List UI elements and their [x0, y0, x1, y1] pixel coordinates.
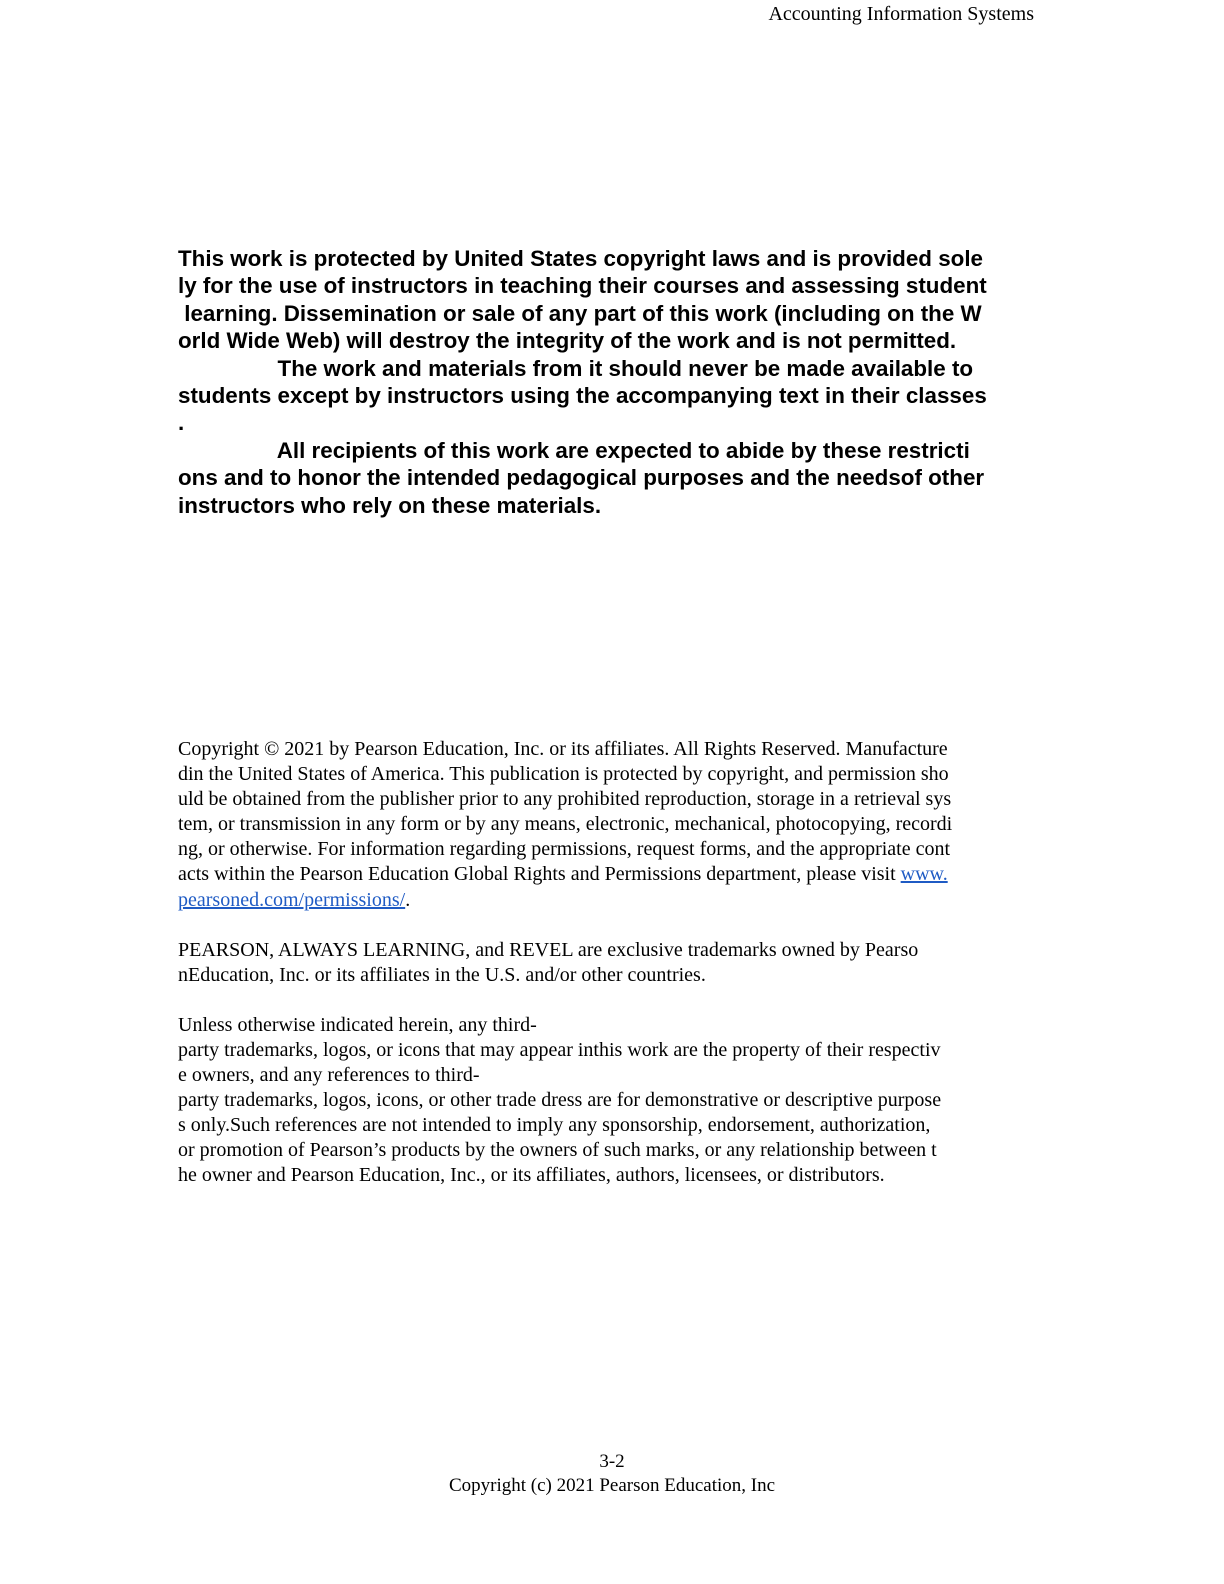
- paragraph-line: PEARSON, ALWAYS LEARNING, and REVEL are exclusive trademarks owned by Pearso: [178, 938, 919, 961]
- page-footer: [0, 1450, 1224, 1498]
- page-number: 3-2: [599, 1451, 625, 1472]
- notice-line: ly for the use of instructors in teaching their courses and assessing student: [178, 273, 987, 299]
- notice-line: students except by instructors using the accompanying text in their classes: [178, 383, 987, 409]
- notice-line: This work is protected by United States copyright laws and is provided sole: [178, 246, 983, 271]
- paragraph-line: he owner and Pearson Education, Inc., or its affiliates, authors, licensees, or distributors.: [178, 1164, 885, 1187]
- paragraph-text: acts within the Pearson Education Global Rights and Permissions department, please visit: [178, 863, 901, 886]
- notice-line: learning. Dissemination or sale of any part of this work (including on the W: [178, 300, 982, 326]
- notice-line: ons and to honor the intended pedagogical purposes and the needsof other: [178, 465, 985, 491]
- paragraph-line: party trademarks, logos, or icons that may appear inthis work are the property of their respectiv: [178, 1038, 941, 1061]
- footer-copyright: Copyright (c) 2021 Pearson Education, Inc: [448, 1475, 776, 1496]
- legal-text: [178, 737, 1038, 1189]
- trademark-paragraph: [178, 938, 1038, 988]
- third-party-paragraph: [178, 1013, 1038, 1189]
- paragraph-line: s only.Such references are not intended to imply any sponsorship, endorsement, authorization,: [178, 1114, 931, 1137]
- paragraph-text: .: [405, 888, 411, 911]
- paragraph-line: tem, or transmission in any form or by any means, electronic, mechanical, photocopying, recordi: [178, 813, 953, 836]
- copyright-paragraph: [178, 737, 1038, 913]
- paragraph-line: [178, 862, 1038, 887]
- paragraph-line: e owners, and any references to third-: [178, 1064, 480, 1087]
- paragraph-line: nEducation, Inc. or its affiliates in the U.S. and/or other countries.: [178, 963, 706, 986]
- paragraph-line: Unless otherwise indicated herein, any third-: [178, 1013, 537, 1036]
- paragraph-line: or promotion of Pearson’s products by the owners of such marks, or any relationship between t: [178, 1139, 937, 1162]
- paragraph-spacer: [178, 988, 1038, 1013]
- paragraph-line: din the United States of America. This publication is protected by copyright, and permission sho: [178, 763, 949, 786]
- notice-line: The work and materials from it should never be made available to: [178, 355, 974, 381]
- running-header: Accounting Information Systems: [768, 3, 1034, 25]
- notice-line: .: [178, 410, 185, 436]
- paragraph-spacer: [178, 913, 1038, 938]
- permissions-link[interactable]: www.: [900, 863, 948, 886]
- notice-line: All recipients of this work are expected to abide by these restricti: [178, 437, 970, 463]
- paragraph-line: party trademarks, logos, icons, or other trade dress are for demonstrative or descriptive purpose: [178, 1089, 942, 1112]
- paragraph-line: Copyright © 2021 by Pearson Education, Inc. or its affiliates. All Rights Reserved. Manufacture: [178, 738, 948, 760]
- paragraph-line: [178, 888, 1038, 913]
- notice-line: instructors who rely on these materials.: [178, 492, 602, 518]
- permissions-link[interactable]: pearsoned.com/permissions/: [178, 888, 406, 911]
- paragraph-line: uld be obtained from the publisher prior to any prohibited reproduction, storage in a retrieval sys: [178, 788, 952, 811]
- notice-line: orld Wide Web) will destroy the integrity of the work and is not permitted.: [178, 328, 957, 354]
- copyright-notice: [178, 245, 1038, 519]
- paragraph-line: ng, or otherwise. For information regarding permissions, request forms, and the appropriate cont: [178, 838, 951, 861]
